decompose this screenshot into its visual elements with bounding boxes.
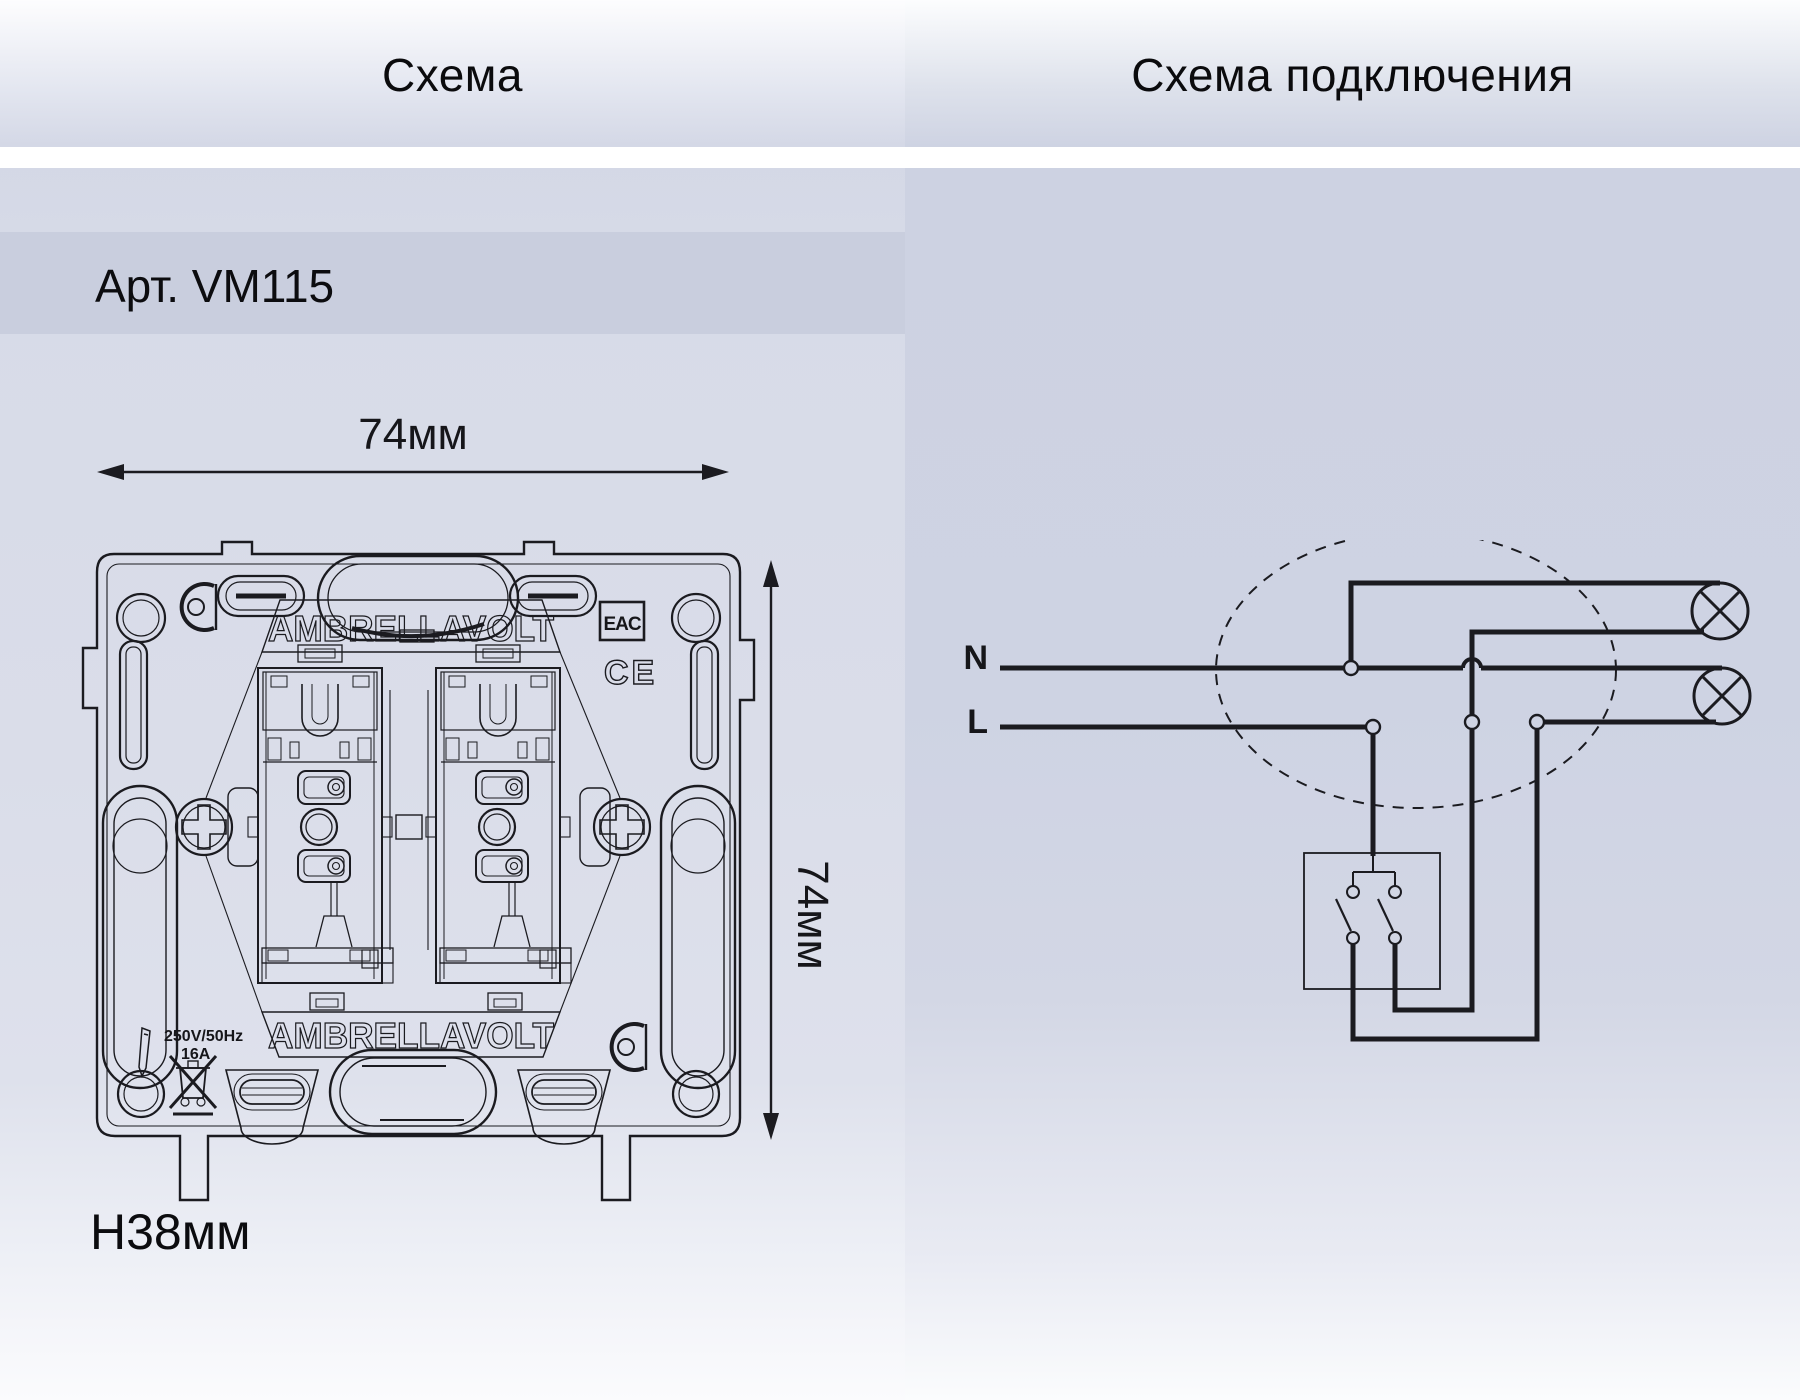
line-label: L	[967, 703, 988, 741]
weee-bin-icon	[170, 1056, 216, 1114]
height-dimension	[763, 560, 837, 1140]
mechanism-drawing	[60, 400, 880, 1260]
divider-strip	[0, 147, 1800, 168]
height-dimension-label: 74мм	[788, 860, 837, 970]
switch-module	[248, 645, 393, 1010]
width-dimension-label: 74мм	[358, 410, 468, 459]
junction-terminal	[1344, 661, 1544, 734]
article-number: Арт. VM115	[95, 260, 335, 312]
ce-mark: CE	[604, 654, 658, 692]
centre-strut	[390, 690, 428, 950]
arrow-up-icon	[763, 560, 779, 587]
lamp-icon	[1694, 668, 1750, 724]
brand-top: AMBRELLAVOLT	[268, 608, 555, 649]
arrow-right-icon	[702, 464, 729, 480]
pencil-icon	[139, 1028, 150, 1076]
junction-box-dashed-ellipse	[1216, 540, 1616, 808]
connection-diagram	[930, 540, 1800, 1100]
clip-icon	[182, 584, 646, 1070]
left-panel-title: Схема	[382, 49, 523, 101]
bottom-slot	[330, 1050, 496, 1134]
rating-current: 16A	[181, 1046, 211, 1063]
brand-bottom: AMBRELLAVOLT	[268, 1015, 555, 1056]
screw-icon	[176, 799, 650, 855]
neutral-label: N	[963, 639, 988, 677]
eac-badge	[600, 602, 644, 640]
arrow-down-icon	[763, 1113, 779, 1140]
arrow-left-icon	[97, 464, 124, 480]
width-dimension	[97, 410, 729, 480]
right-panel-title: Схема подключения	[1131, 49, 1574, 101]
switch-module	[426, 645, 571, 1010]
depth-dimension-label: Н38мм	[90, 1204, 251, 1260]
lamp-icon	[1692, 583, 1748, 639]
mounting-plate	[83, 542, 754, 1200]
rating-voltage: 250V/50Hz	[164, 1028, 244, 1045]
switch-symbol	[1304, 853, 1440, 989]
eac-label: EAC	[603, 614, 641, 635]
wires	[1000, 583, 1722, 1039]
